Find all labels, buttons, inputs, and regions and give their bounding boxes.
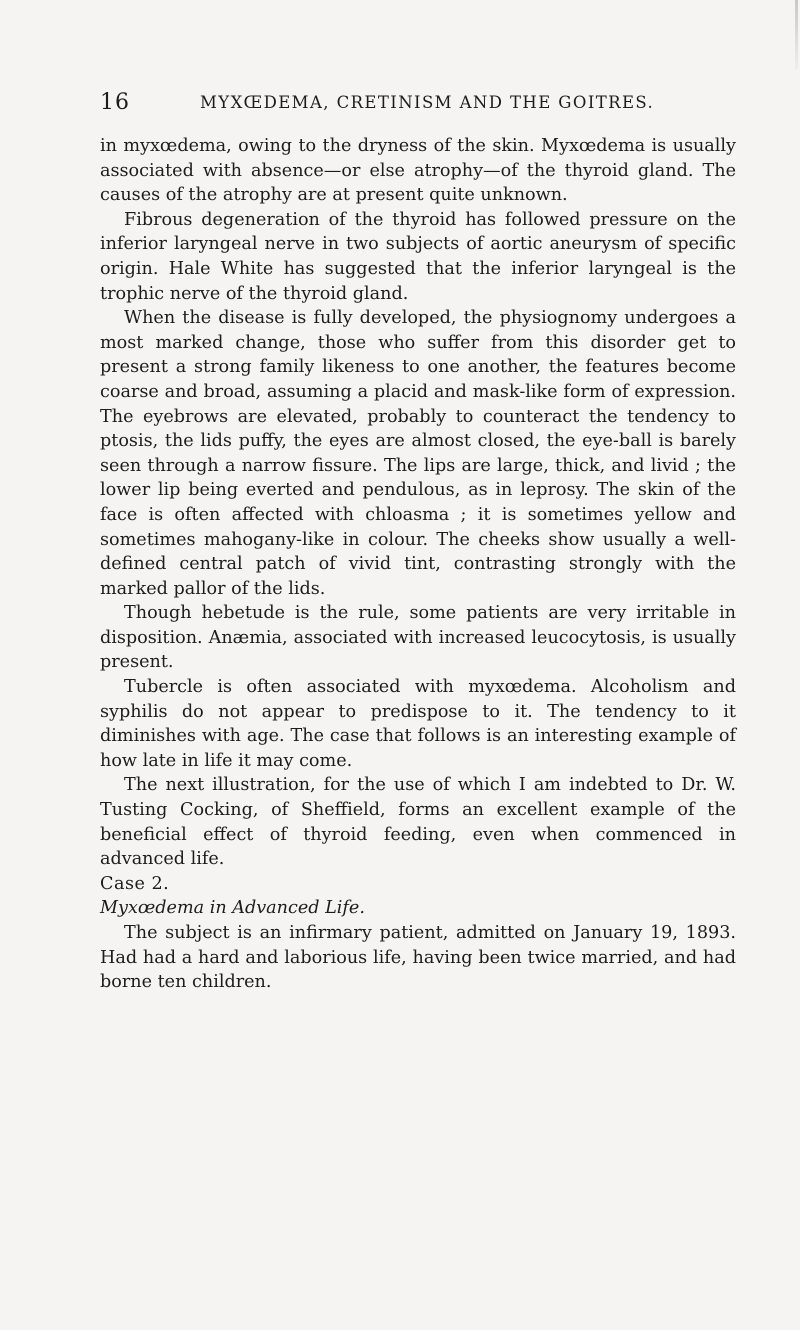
paragraph-continued: in myxœdema, owing to the dryness of the skin. Myxœdema is usually associated with absence—or else atrophy—of the thyroid gland. The causes of the atrophy are at present quite unknown. [100, 136, 736, 206]
paragraph-tubercle: Tubercle is often associated with myxœdema. Alcoholism and syphilis do not appear to predispose to it. The tendency to it diminishes with age. The case that follows is an interesting example of how late in life it may come. [100, 677, 736, 771]
case-heading: Case 2. [100, 873, 170, 894]
page-number: 16 [100, 90, 130, 115]
paragraph-physiognomy: When the disease is fully developed, the physiognomy undergoes a most marked change, those who suffer from this disorder get to present a strong family likeness to one another, the features become coarse and broad, assuming a placid and mask-like form of expression. The eyebrows are elevated, probably to counteract the tendency to ptosis, the lids puffy, the eyes are almost closed, the eye-ball is barely seen through a narrow fissure. The lips are large, thick, and livid ; the lower lip being everted and pendulous, as in leprosy. The skin of the face is often affected with chloasma ; it is sometimes yellow and sometimes mahogany-like in colour. The cheeks show usually a well-defined central patch of vivid tint, contrasting strongly with the marked pallor of the lids. [100, 308, 736, 599]
paragraph-next-illustration: The next illustration, for the use of which I am indebted to Dr. W. Tusting Cocking, of Sheffield, forms an excellent example of the beneficial effect of thyroid feeding, even when commenced in advanced life. [100, 775, 736, 870]
running-title: MYXŒDEMA, CRETINISM AND THE GOITRES. [200, 93, 655, 112]
page-edge-shadow [795, 0, 798, 70]
paragraph-fibrous-degeneration: Fibrous degeneration of the thyroid has followed pressure on the inferior laryngeal nerve in two subjects of aortic aneurysm of specific origin. Hale White has suggested that the inferior laryngeal is the trophic nerve of the thyroid gland. [100, 209, 736, 304]
book-page [100, 90, 736, 995]
running-head [100, 90, 736, 120]
body-text [100, 134, 736, 995]
paragraph-case-subject: The subject is an infirmary patient, admitted on January 19, 1893. Had had a hard and laborious life, having been twice married, and had borne ten children. [100, 923, 736, 993]
case-subtitle: Myxœdema in Advanced Life. [100, 898, 365, 919]
paragraph-hebetude: Though hebetude is the rule, some patients are very irritable in disposition. Anæmia, associated with increased leucocytosis, is usually present. [100, 603, 736, 673]
